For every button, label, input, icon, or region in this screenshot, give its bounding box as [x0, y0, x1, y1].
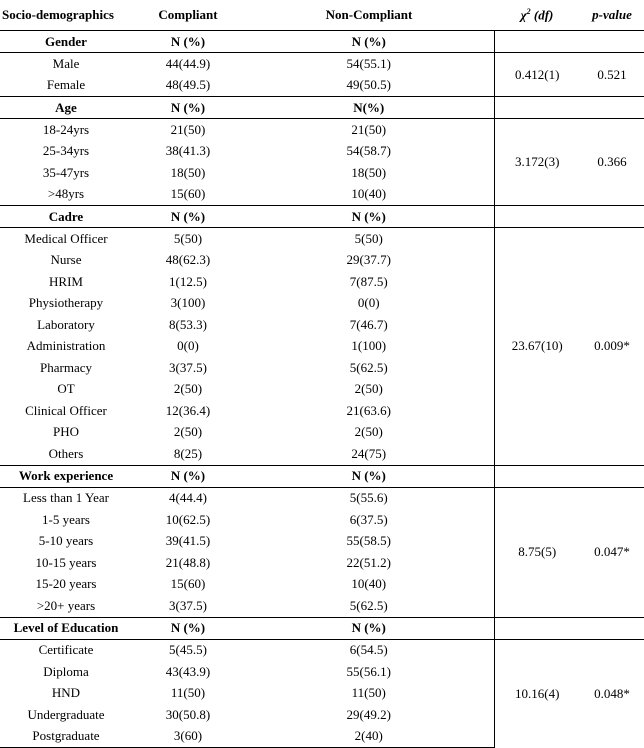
section-empty-cell: [494, 31, 580, 53]
row-label: Clinical Officer: [25, 402, 107, 418]
noncompliant-value: 7(87.5): [349, 273, 388, 289]
section-compliant-header: N (%): [132, 31, 244, 53]
section-empty-cell: [580, 206, 644, 228]
section-header-row: [0, 465, 644, 487]
noncompliant-value: 2(50): [354, 381, 383, 397]
compliant-value: 5(50): [173, 230, 203, 246]
row-label: OT: [57, 381, 75, 397]
row-label: 15-20 years: [35, 576, 97, 592]
compliant-value: 10(62.5): [165, 511, 211, 527]
table-row: [0, 228, 644, 250]
section-noncompliant-header: N(%): [244, 97, 494, 119]
section-noncompliant-header: N (%): [244, 206, 494, 228]
noncompliant-value: 22(51.2): [346, 554, 391, 570]
section-header-row: [0, 97, 644, 119]
table-row: [0, 487, 644, 509]
row-label: 35-47yrs: [42, 164, 90, 180]
compliant-value: 11(50): [170, 685, 206, 701]
row-label: 1-5 years: [41, 511, 90, 527]
table-body: [0, 31, 644, 748]
compliant-value: 21(48.8): [165, 554, 211, 570]
compliant-value: 12(36.4): [165, 402, 211, 418]
noncompliant-value: 24(75): [351, 445, 387, 461]
row-label: 5-10 years: [38, 533, 94, 549]
noncompliant-value: 21(63.6): [346, 402, 391, 418]
section-noncompliant-header: N (%): [244, 617, 494, 639]
chi-superscript: 2: [526, 6, 531, 16]
compliant-value: 8(53.3): [169, 316, 207, 332]
noncompliant-value: 5(55.6): [349, 490, 388, 506]
row-label: HND: [51, 685, 81, 701]
noncompliant-value: 2(40): [244, 726, 494, 748]
noncompliant-value: 54(58.7): [346, 143, 391, 159]
noncompliant-value: 21(50): [351, 121, 387, 137]
compliant-value: 44(44.9): [165, 55, 211, 71]
row-label: Female: [46, 77, 86, 93]
noncompliant-value: 1(100): [351, 338, 387, 354]
noncompliant-value: 49(50.5): [346, 77, 391, 93]
noncompliant-value: 29(37.7): [346, 252, 391, 268]
chi-df: (df): [530, 7, 554, 23]
section-title: Age: [0, 97, 132, 119]
compliant-value: 8(25): [173, 445, 203, 461]
compliant-value: 3(100): [170, 295, 206, 311]
noncompliant-value: 29(49.2): [346, 706, 391, 722]
p-value: 0.521: [597, 66, 627, 82]
p-value: 0.009*: [594, 338, 630, 354]
noncompliant-value: 10(40): [351, 576, 387, 592]
compliant-value: 30(50.8): [165, 706, 211, 722]
chi-square-value: 23.67(10): [494, 228, 580, 466]
compliant-value: 15(60): [170, 186, 206, 202]
header-compliant: Compliant: [132, 0, 244, 31]
compliant-value: 18(50): [170, 164, 206, 180]
noncompliant-value: 5(50): [354, 230, 383, 246]
noncompliant-value: 18(50): [351, 164, 387, 180]
p-value: 0.366: [597, 154, 627, 169]
row-label: Undergraduate: [27, 706, 105, 722]
compliant-value: 39(41.5): [165, 533, 211, 549]
noncompliant-value: 2(50): [354, 424, 383, 440]
section-header-row: [0, 206, 644, 228]
section-title: Level of Education: [0, 617, 132, 639]
noncompliant-value: 7(46.7): [349, 316, 388, 332]
row-label: Medical Officer: [24, 230, 108, 246]
compliant-value: 2(50): [173, 424, 203, 440]
chi-square-value: 10.16(4): [494, 639, 580, 748]
noncompliant-value: 5(62.5): [349, 359, 388, 375]
header-p-value: p-value: [580, 0, 644, 31]
section-empty-cell: [494, 465, 580, 487]
section-header-row: [0, 617, 644, 639]
compliant-value: 48(49.5): [165, 77, 211, 93]
row-label: Nurse: [50, 252, 82, 268]
row-label: Male: [52, 55, 80, 71]
noncompliant-value: 5(62.5): [349, 597, 388, 613]
section-empty-cell: [580, 97, 644, 119]
compliant-value: 43(43.9): [165, 663, 211, 679]
section-compliant-header: N (%): [132, 617, 244, 639]
row-label: Others: [48, 445, 84, 461]
section-empty-cell: [494, 97, 580, 119]
section-compliant-header: N (%): [132, 465, 244, 487]
row-label: Postgraduate: [0, 726, 132, 748]
noncompliant-value: 6(37.5): [349, 511, 388, 527]
p-value: 0.048*: [594, 685, 630, 701]
section-title: Cadre: [0, 206, 132, 228]
section-noncompliant-header: N (%): [244, 465, 494, 487]
section-title: Work experience: [0, 465, 132, 487]
noncompliant-value: 6(54.5): [349, 642, 388, 658]
compliant-value: 1(12.5): [169, 273, 207, 289]
section-compliant-header: N (%): [132, 206, 244, 228]
noncompliant-value: 55(58.5): [346, 533, 391, 549]
noncompliant-value: 54(55.1): [346, 55, 391, 71]
section-empty-cell: [580, 31, 644, 53]
noncompliant-value: 11(50): [351, 685, 386, 701]
section-noncompliant-header: N (%): [244, 31, 494, 53]
section-empty-cell: [494, 617, 580, 639]
compliant-value: 3(37.5): [169, 597, 207, 613]
noncompliant-value: 0(0): [357, 295, 380, 311]
section-empty-cell: [580, 617, 644, 639]
row-label: Less than 1 Year: [23, 490, 109, 506]
compliant-value: 15(60): [170, 576, 206, 592]
noncompliant-value: 10(40): [351, 186, 387, 202]
section-title: Gender: [0, 31, 132, 53]
compliant-value: 3(37.5): [169, 359, 207, 375]
row-label: 18-24yrs: [42, 121, 90, 137]
row-label: 10-15 years: [35, 554, 97, 570]
row-label: Administration: [26, 338, 106, 354]
compliant-value: 5(45.5): [169, 642, 207, 658]
row-label: Laboratory: [37, 316, 95, 332]
row-label: PHO: [52, 424, 79, 440]
row-label: HRIM: [49, 273, 83, 289]
section-compliant-header: N (%): [132, 97, 244, 119]
table-row: [0, 119, 644, 141]
header-socio-demographics: Socio-demographics: [0, 0, 132, 31]
section-empty-cell: [580, 465, 644, 487]
chi-square-value: 0.412(1): [494, 53, 580, 97]
header-non-compliant: Non-Compliant: [244, 0, 494, 31]
compliant-value: 2(50): [173, 381, 203, 397]
chi-symbol: χ: [520, 7, 527, 23]
table-row: [0, 639, 644, 661]
row-label: Physiotherapy: [28, 295, 104, 311]
section-header-row: [0, 31, 644, 53]
noncompliant-value: 55(56.1): [346, 663, 391, 679]
compliant-value: 4(44.4): [169, 490, 207, 506]
chi-square-value: 3.172(3): [494, 119, 580, 206]
header-chi-square: [494, 0, 580, 31]
compliant-value: 0(0): [177, 338, 199, 354]
row-label: 25-34yrs: [42, 143, 90, 159]
p-value: 0.047*: [594, 544, 630, 559]
row-label: >48yrs: [47, 186, 85, 202]
chi-square-value: 8.75(5): [494, 487, 580, 617]
row-label: >20+ years: [36, 597, 96, 613]
row-label: Certificate: [38, 642, 94, 658]
row-label: Diploma: [43, 663, 89, 679]
compliant-value: 38(41.3): [165, 143, 211, 159]
compliant-value: 3(60): [132, 726, 244, 748]
table-row: [0, 53, 644, 75]
compliant-value: 48(62.3): [165, 252, 211, 268]
table-header-row: [0, 0, 644, 31]
compliant-value: 21(50): [170, 121, 206, 137]
row-label: Pharmacy: [40, 359, 92, 375]
section-empty-cell: [494, 206, 580, 228]
